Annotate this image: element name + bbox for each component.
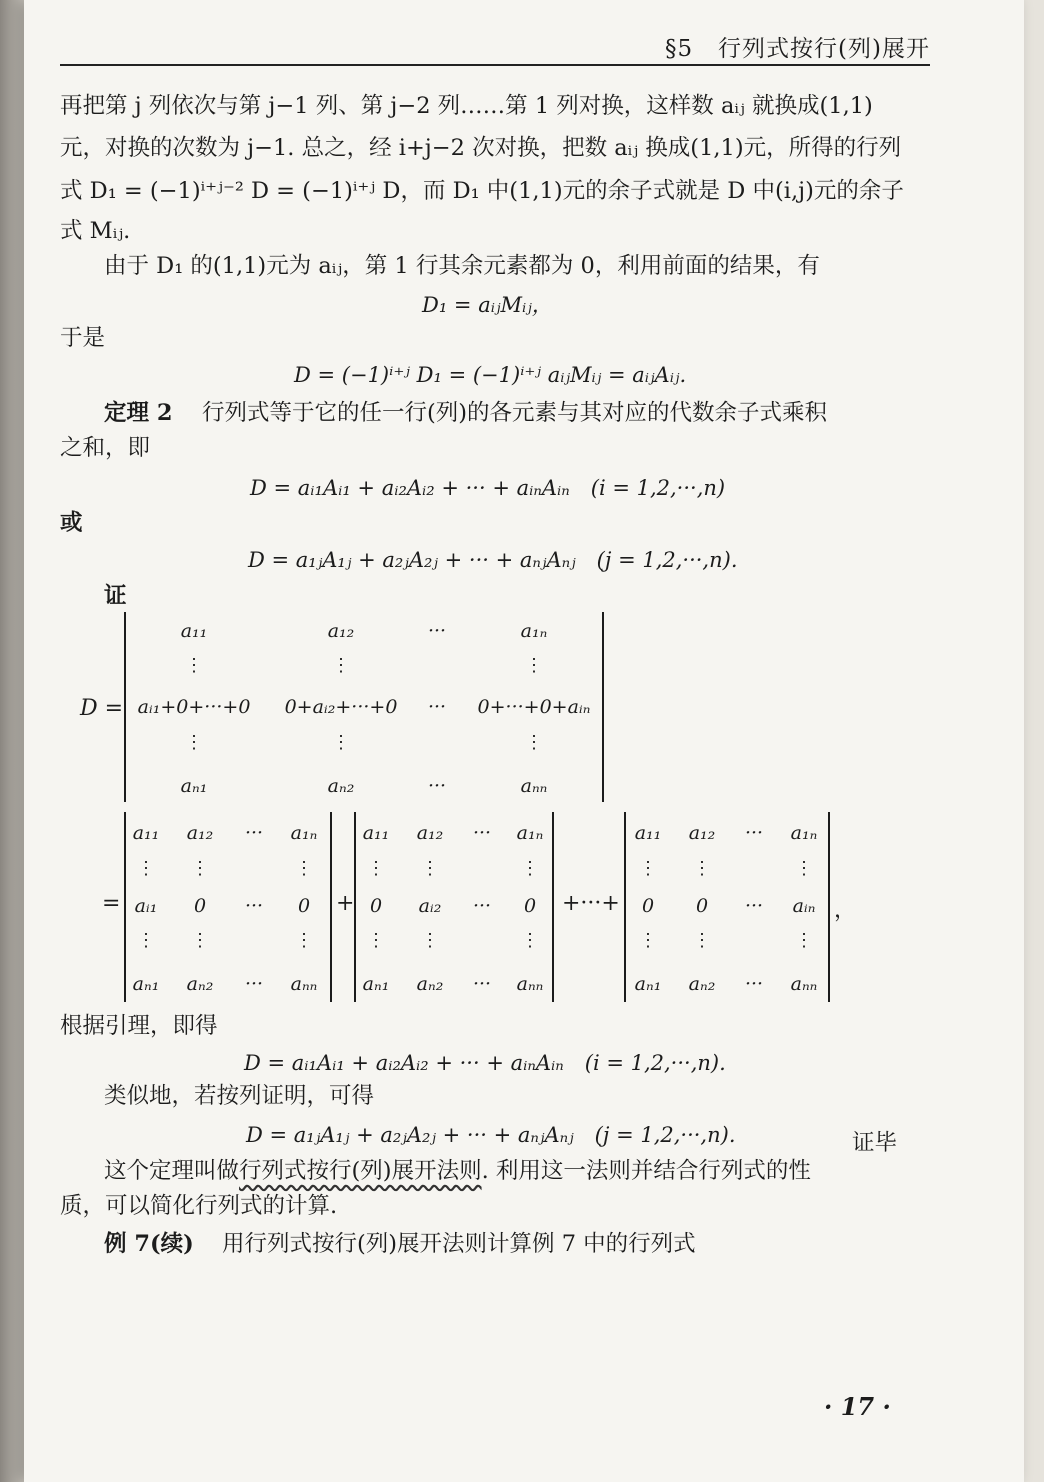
page-edge-shadow: [0, 0, 24, 1482]
plus-sign: +: [336, 891, 355, 916]
equation-row-result: D = aᵢ₁Aᵢ₁ + aᵢ₂Aᵢ₂ + ··· + aᵢₙAᵢₙ (i = 1,2,···,n).: [244, 1051, 726, 1075]
vdots-icon: ⋮: [693, 930, 711, 951]
cell: 0+···+0+aᵢₙ: [477, 696, 591, 718]
rule-text-a: 这个定理叫做: [104, 1158, 240, 1184]
cell: aₙ₂: [416, 973, 444, 995]
determinant-term-1: [124, 812, 332, 1002]
similar-text: 类似地，若按列证明，可得: [104, 1083, 375, 1109]
cell: a₁ₙ: [790, 822, 818, 844]
cell: ···: [472, 822, 492, 844]
paragraph-line-4: 式 Mᵢⱼ.: [60, 218, 131, 244]
cell: ···: [744, 973, 764, 995]
vdots-icon: ⋮: [191, 930, 209, 951]
paragraph-line-5: 由于 D₁ 的(1,1)元为 aᵢⱼ，第 1 行其余元素都为 0，利用前面的结果，有: [104, 253, 820, 279]
paragraph-line-2: 元，对换的次数为 j−1. 总之，经 i+j−2 次对换，把数 aᵢⱼ 换成(1,1)元，所得的行列: [60, 135, 902, 161]
paragraph-line-3: 式 D₁ = (−1)ⁱ⁺ʲ⁻² D = (−1)ⁱ⁺ʲ D，而 D₁ 中(1,1)元的余子式就是 D 中(i,j)元的余子: [60, 178, 904, 204]
qed-label: 证毕: [852, 1130, 898, 1156]
cell: a₁₂: [688, 822, 716, 844]
or-label: 或: [60, 510, 83, 536]
cell: aₙ₁: [634, 973, 662, 995]
vdots-icon: ⋮: [137, 858, 155, 879]
cell: aₙ₂: [688, 973, 716, 995]
example-text: 用行列式按行(列)展开法则计算例 7 中的行列式: [222, 1231, 696, 1257]
cell: a₁₂: [327, 620, 355, 642]
cell: ···: [472, 895, 492, 917]
rule-paragraph: [104, 1160, 811, 1183]
equation-row-expansion: D = aᵢ₁Aᵢ₁ + aᵢ₂Aᵢ₂ + ··· + aᵢₙAᵢₙ (i = 1,2,···,n): [250, 476, 726, 500]
cell: aᵢ₂: [418, 895, 442, 917]
plus-ellipsis: +···+: [562, 891, 620, 916]
cell: 0: [369, 895, 383, 917]
determinant-term-2: [354, 812, 554, 1002]
cell: a₁ₙ: [290, 822, 318, 844]
cell: ···: [244, 973, 264, 995]
cell: 0: [523, 895, 537, 917]
left-bar: [124, 612, 126, 802]
cell: aₙ₁: [362, 973, 390, 995]
cell: a₁₁: [362, 822, 390, 844]
rule-paragraph-2: 质，可以简化行列式的计算.: [60, 1193, 338, 1219]
paragraph-line-6: 于是: [60, 325, 106, 351]
trailing-comma: ，: [834, 898, 857, 923]
cell: ···: [244, 895, 264, 917]
cell: a₁₁: [132, 822, 160, 844]
vdots-icon: ⋮: [332, 732, 350, 753]
right-bar: [828, 812, 830, 1002]
equation-d: D = (−1)ⁱ⁺ʲ D₁ = (−1)ⁱ⁺ʲ aᵢⱼMᵢⱼ = aᵢⱼAᵢⱼ.: [294, 363, 687, 387]
vdots-icon: ⋮: [521, 930, 539, 951]
theorem-text-2: 之和，即: [60, 435, 151, 461]
vdots-icon: ⋮: [295, 858, 313, 879]
vdots-icon: ⋮: [639, 930, 657, 951]
vdots-icon: ⋮: [367, 858, 385, 879]
cell: a₁₁: [180, 620, 208, 642]
cell: aₙ₁: [180, 775, 208, 797]
theorem-label: 定理 2: [104, 400, 173, 426]
cell: 0: [695, 895, 709, 917]
determinant-term-n: [624, 812, 830, 1002]
cell: ···: [427, 620, 447, 642]
example-label: 例 7(续): [104, 1231, 194, 1257]
right-bar: [602, 612, 604, 802]
cell: aᵢ₁+0+···+0: [137, 696, 251, 718]
cell: ···: [244, 822, 264, 844]
vdots-icon: ⋮: [639, 858, 657, 879]
section-number: §5: [664, 36, 694, 62]
cell: a₁ₙ: [520, 620, 548, 642]
right-bar: [330, 812, 332, 1002]
cell: a₁₂: [186, 822, 214, 844]
cell: aₙₙ: [516, 973, 544, 995]
cell: aᵢₙ: [792, 895, 816, 917]
section-title: 行列式按行(列)展开: [718, 36, 930, 62]
header-rule: [60, 64, 930, 66]
vdots-icon: ⋮: [693, 858, 711, 879]
page-number: · 17 ·: [824, 1392, 891, 1421]
vdots-icon: ⋮: [295, 930, 313, 951]
proof-label: 证: [104, 583, 127, 609]
vdots-icon: ⋮: [421, 930, 439, 951]
cell: aᵢ₁: [134, 895, 158, 917]
vdots-icon: ⋮: [191, 858, 209, 879]
vdots-icon: ⋮: [137, 930, 155, 951]
lemma-text: 根据引理，即得: [60, 1013, 218, 1039]
equals-sign: =: [102, 891, 121, 916]
running-header: [60, 22, 930, 66]
vdots-icon: ⋮: [795, 930, 813, 951]
equation-column-result: D = a₁ⱼA₁ⱼ + a₂ⱼA₂ⱼ + ··· + aₙⱼAₙⱼ (j = 1,2,···,n).: [246, 1123, 736, 1147]
cell: aₙₙ: [790, 973, 818, 995]
equation-d1: D₁ = aᵢⱼMᵢⱼ，: [422, 293, 553, 317]
cell: aₙ₂: [327, 775, 355, 797]
left-bar: [354, 812, 356, 1002]
cell: aₙₙ: [290, 973, 318, 995]
header-title: [665, 30, 930, 63]
cell: a₁ₙ: [516, 822, 544, 844]
d-equals-label: D =: [80, 696, 124, 721]
vdots-icon: ⋮: [367, 930, 385, 951]
cell: 0: [193, 895, 207, 917]
cell: 0: [297, 895, 311, 917]
equation-column-expansion: D = a₁ⱼA₁ⱼ + a₂ⱼA₂ⱼ + ··· + aₙⱼAₙⱼ (j = 1,2,···,n).: [248, 548, 738, 572]
expanded-determinant: [124, 612, 604, 802]
cell: a₁₁: [634, 822, 662, 844]
vdots-icon: ⋮: [521, 858, 539, 879]
cell: aₙ₁: [132, 973, 160, 995]
vdots-icon: ⋮: [332, 655, 350, 676]
left-bar: [124, 812, 126, 1002]
cell: ···: [472, 973, 492, 995]
vdots-icon: ⋮: [421, 858, 439, 879]
book-page: [24, 0, 1024, 1482]
vdots-icon: ⋮: [525, 655, 543, 676]
cell: ···: [744, 895, 764, 917]
vdots-icon: ⋮: [185, 655, 203, 676]
cell: 0: [641, 895, 655, 917]
rule-name: 行列式按行(列)展开法则: [239, 1158, 482, 1184]
cell: ···: [427, 696, 447, 718]
paragraph-line-1: 再把第 j 列依次与第 j−1 列、第 j−2 列……第 1 列对换，这样数 aᵢⱼ 就换成(1,1): [60, 93, 873, 119]
rule-text-b: . 利用这一法则并结合行列式的性: [481, 1158, 811, 1184]
theorem-text: 行列式等于它的任一行(列)的各元素与其对应的代数余子式乘积: [202, 400, 828, 426]
left-bar: [624, 812, 626, 1002]
cell: 0+aᵢ₂+···+0: [284, 696, 398, 718]
cell: ···: [427, 775, 447, 797]
vdots-icon: ⋮: [795, 858, 813, 879]
vdots-icon: ⋮: [185, 732, 203, 753]
vdots-icon: ⋮: [525, 732, 543, 753]
right-bar: [552, 812, 554, 1002]
cell: a₁₂: [416, 822, 444, 844]
cell: aₙₙ: [520, 775, 548, 797]
cell: aₙ₂: [186, 973, 214, 995]
cell: ···: [744, 822, 764, 844]
